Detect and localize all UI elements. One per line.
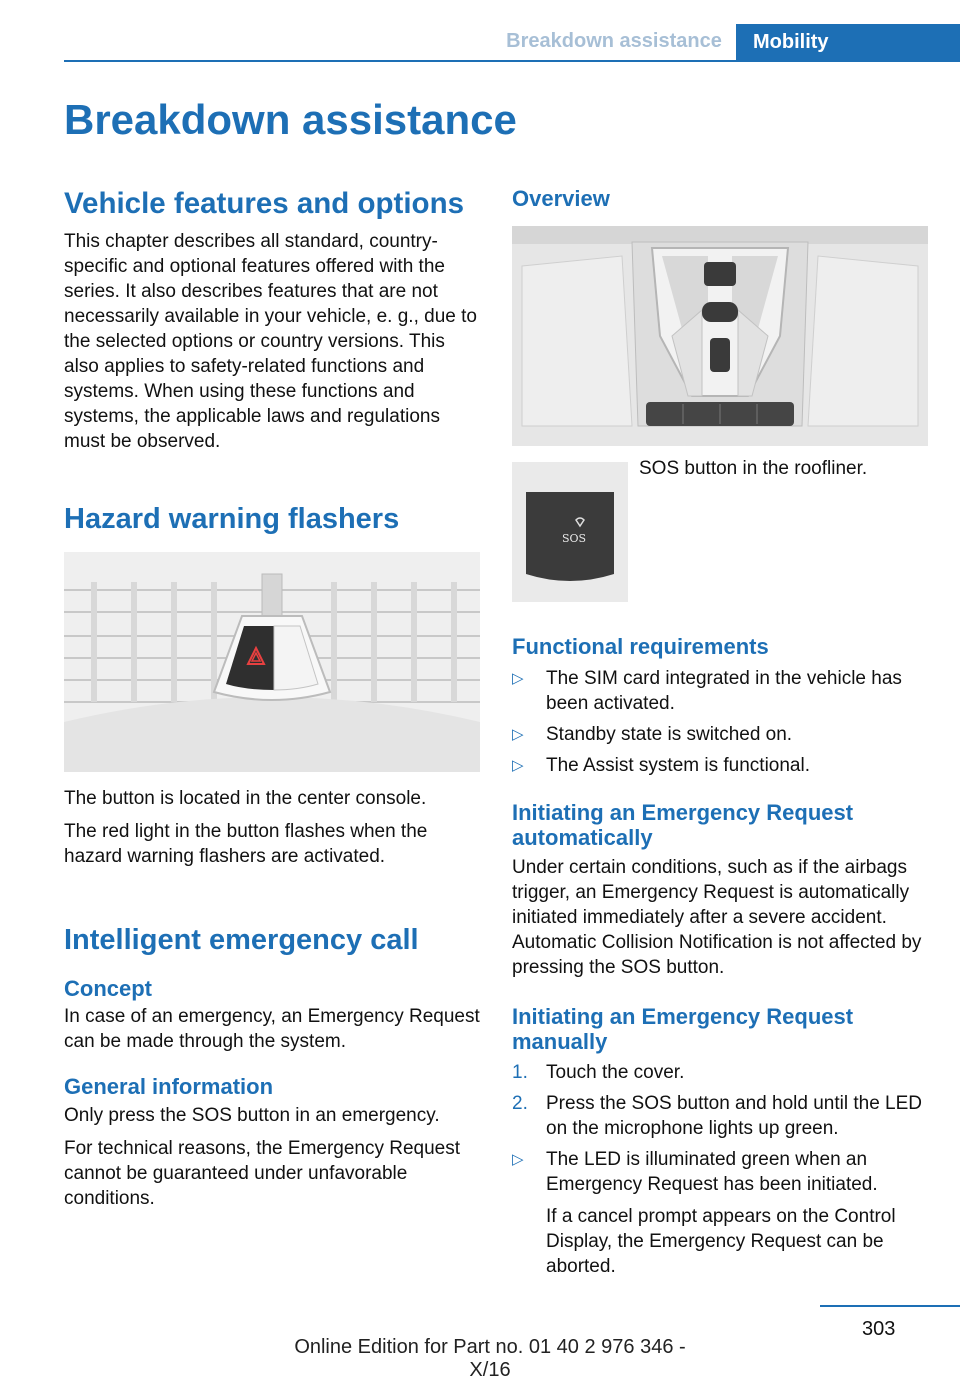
general-info-p1: Only press the SOS button in an emergency.	[64, 1104, 440, 1126]
vehicle-features-heading: Vehicle features and options	[64, 187, 464, 220]
hazard-button-image	[64, 552, 480, 772]
header-section-title: Breakdown assistance	[506, 30, 722, 52]
hazard-heading: Hazard warning flashers	[64, 503, 400, 536]
manual-request-heading: Initiating an Emergency Request manually	[512, 1004, 854, 1055]
emergency-call-heading: Intelligent emergency call	[64, 924, 419, 957]
header-chapter-tab[interactable]: Mobility	[736, 24, 960, 62]
general-info-p2: For technical reasons, the Emergency Request cannot be guaranteed under unfavorable conditions.	[64, 1137, 461, 1209]
manual-result-list	[512, 1147, 930, 1279]
hazard-light-text: The red light in the button flashes when the hazard warning flashers are activated.	[64, 821, 428, 868]
list-item	[512, 1147, 930, 1279]
step-number: 2.	[512, 1092, 528, 1114]
page-number: 303	[862, 1318, 896, 1340]
step-text: Touch the cover.	[546, 1061, 685, 1083]
general-info-heading: General information	[64, 1074, 274, 1100]
step-number: 1.	[512, 1061, 528, 1083]
list-item: ▷ The SIM card integrated in the vehicle has been activated.	[512, 666, 930, 716]
hazard-location-text: The button is located in the center console.	[64, 788, 427, 810]
roofliner-image	[512, 226, 928, 446]
result-note: If a cancel prompt appears on the Control Display, the Emergency Request can be aborted.	[546, 1205, 896, 1277]
concept-body: In case of an emergency, an Emergency Request can be made through the system.	[64, 1006, 480, 1053]
footer-edition: Online Edition for Part no. 01 40 2 976 346 - X/16	[294, 1336, 686, 1381]
vehicle-features-body: This chapter describes all standard, country-specific and optional features offered with the series. It also describes features that are not necessarily available in your vehicle, e. g., due to the selected options or country versions. This also applies to safety-related functions and systems. When using these functions and systems, the applicable laws and regulations must be observed.	[64, 231, 477, 453]
step-text: Press the SOS button and hold until the LED on the microphone lights up green.	[546, 1092, 923, 1139]
sos-figure	[512, 458, 930, 604]
auto-request-body: Under certain conditions, such as if the airbags trigger, an Emergency Request is automatically initiated immediately after a severe accident. Automatic Collision Notification is not affected by pressing the SOS button.	[512, 857, 922, 979]
right-column	[512, 186, 930, 1279]
list-item: ▷ Standby state is switched on.	[512, 722, 930, 747]
sos-text: SOS	[562, 532, 587, 546]
functional-requirements-list	[512, 666, 930, 778]
footer-rule	[820, 1305, 960, 1307]
overview-heading: Overview	[512, 186, 610, 211]
list-item: ▷ The Assist system is functional.	[512, 753, 930, 778]
auto-request-heading: Initiating an Emergency Request automatically	[512, 799, 854, 850]
functional-requirements-heading: Functional requirements	[512, 634, 769, 660]
header-rule	[64, 60, 960, 62]
concept-heading: Concept	[64, 975, 152, 1001]
result-text: The LED is illuminated green when an Emergency Request has been initiated.	[546, 1148, 878, 1195]
hazard-illustration	[64, 552, 480, 772]
manual-steps-list	[512, 1060, 930, 1141]
roofliner-illustration	[512, 226, 928, 446]
list-item	[512, 1091, 930, 1141]
sos-illustration	[512, 462, 628, 602]
left-column	[64, 186, 482, 1211]
sos-caption: SOS button in the roofliner.	[639, 458, 868, 480]
page-title: Breakdown assistance	[64, 96, 517, 143]
sos-button-image	[512, 462, 628, 602]
list-item	[512, 1060, 930, 1085]
